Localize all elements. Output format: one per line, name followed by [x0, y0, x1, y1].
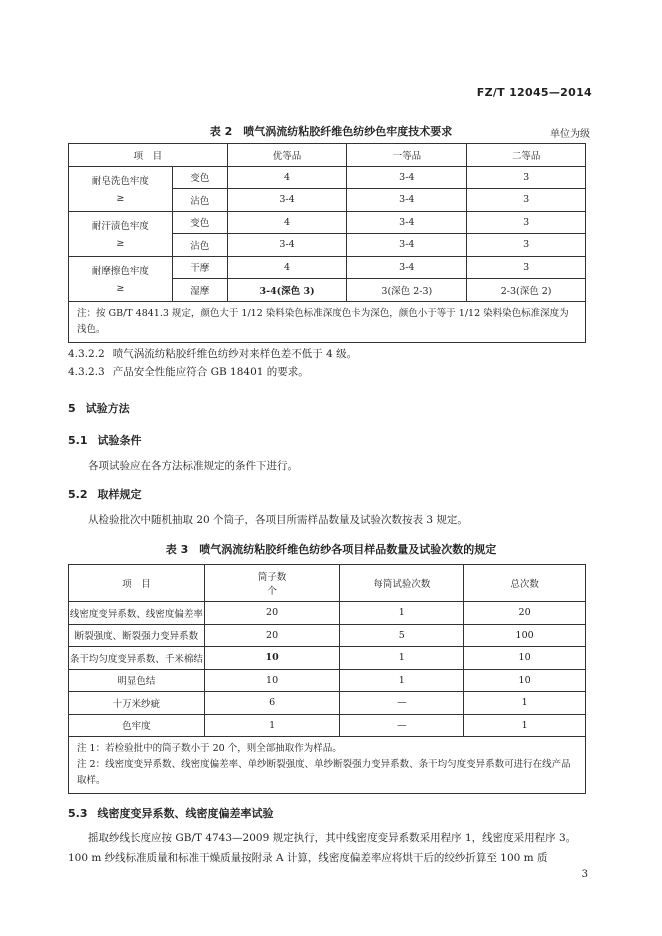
table3-caption: 表 3 喷气涡流纺粘胶纤维色纺纱各项目样品数量及试验次数的规定: [165, 543, 497, 556]
count-cell: 10: [204, 647, 340, 670]
clause-text: 喷气涡流纺粘胶纤维色纺纱对来样色差不低于 4 级。: [112, 348, 358, 360]
sub-item: 沾色: [172, 234, 227, 257]
value-cell: 3: [467, 189, 586, 212]
table-row: [69, 211, 586, 234]
per-cell: 1: [340, 602, 464, 625]
per-cell: —: [340, 714, 464, 737]
total-cell: 1: [464, 692, 586, 715]
item-cell: 色牢度: [69, 714, 205, 737]
value-cell: 3-4: [347, 189, 467, 212]
group-name: 耐皂洗色牢度: [91, 176, 149, 187]
value-cell: 2-3(深色 2): [467, 279, 586, 302]
table3-note1: 注 1：若检验批中的筒子数小于 20 个，则全部抽取作为样品。: [77, 743, 342, 754]
total-cell: 10: [464, 647, 586, 670]
per-cell: 1: [340, 647, 464, 670]
clause-number: 4.3.2.3: [68, 366, 105, 378]
table3-col-count: [204, 565, 340, 602]
standard-number: FZ/T 12045—2014: [476, 86, 592, 99]
section-number: 5.3: [68, 807, 88, 820]
item-cell: 明显色结: [69, 669, 205, 692]
table3-col-total: 总次数: [464, 565, 586, 602]
table-row: [69, 647, 586, 670]
total-cell: 100: [464, 624, 586, 647]
col-count-line1: 筒子数: [257, 572, 287, 583]
count-cell: 20: [204, 624, 340, 647]
section-5-1-text: 各项试验应在各方法标准规定的条件下进行。: [88, 460, 298, 472]
table3-col-per: 每筒试验次数: [340, 565, 464, 602]
value-cell: 3-4: [347, 211, 467, 234]
section-title: 取样规定: [97, 488, 142, 501]
item-cell: 十万米纱疵: [69, 692, 205, 715]
section-title: 线密度变异系数、线密度偏差率试验: [97, 807, 274, 820]
section-title: 试验条件: [97, 434, 142, 447]
ge-symbol: ≥: [116, 193, 125, 204]
item-cell: 断裂强度、断裂强力变异系数: [69, 624, 205, 647]
section-5-3-text: 摇取纱线长度应按 GB/T 4743—2009 规定执行，其中线密度变异系数采用程序 1，线密度采用程序 3。100 m 纱线标准质量和标准干燥质量按附录 A 计算，线密度偏差率应将烘干后的绞纱折算至 100 m 质: [68, 832, 577, 864]
table2-unit: 单位为级: [550, 129, 590, 140]
value-cell: 4: [227, 166, 347, 189]
section-5-2-text: 从检验批次中随机抽取 20 个筒子，各项目所需样品数量及试验次数按表 3 规定。: [88, 514, 468, 526]
table3-header-row: [69, 565, 586, 602]
table2-col-item: 项 目: [69, 144, 228, 167]
table3: [68, 564, 586, 794]
count-cell: 1: [204, 714, 340, 737]
value-cell: 3: [467, 256, 586, 279]
group-name-cell: [69, 211, 173, 256]
group-name-cell: [69, 256, 173, 301]
table-row: [69, 256, 586, 279]
sub-item: 沾色: [172, 189, 227, 212]
table-row: [69, 166, 586, 189]
group-name: 耐汗渍色牢度: [91, 221, 149, 232]
table2-note-row: [69, 301, 586, 342]
count-cell: 20: [204, 602, 340, 625]
value-cell: 4: [227, 211, 347, 234]
section-title: 试验方法: [85, 402, 130, 415]
ge-symbol: ≥: [116, 238, 125, 249]
sub-item: 变色: [172, 211, 227, 234]
section-5-1-heading: [68, 432, 142, 448]
section-number: 5.2: [68, 488, 88, 501]
sub-item: 湿摩: [172, 279, 227, 302]
value-cell: 3-4: [227, 189, 347, 212]
value-cell: 3: [467, 211, 586, 234]
page-number: 3: [581, 869, 588, 880]
value-cell: 3-4(深色 3): [227, 279, 347, 302]
table3-notes: [69, 737, 586, 794]
table-row: [69, 692, 586, 715]
table-row: [69, 669, 586, 692]
table3-note-row: [69, 737, 586, 794]
group-name-cell: [69, 166, 173, 211]
section-5-2-heading: [68, 486, 142, 502]
item-cell: 条干均匀度变异系数、千米棉结: [69, 647, 205, 670]
table-row: [69, 714, 586, 737]
section-number: 5: [68, 402, 76, 415]
count-cell: 6: [204, 692, 340, 715]
value-cell: 3: [467, 166, 586, 189]
item-cell: 线密度变异系数、线密度偏差率: [69, 602, 205, 625]
value-cell: 3-4: [347, 166, 467, 189]
clause-number: 4.3.2.2: [68, 348, 105, 360]
ge-symbol: ≥: [116, 283, 125, 294]
clause-4-3-2-2: [68, 346, 357, 362]
table2-note: 注：按 GB/T 4841.3 规定，颜色大于 1/12 染料染色标准深度色卡为深色，颜色小于等于 1/12 染料染色标准深度为浅色。: [69, 301, 586, 342]
table3-col-item: 项 目: [69, 565, 205, 602]
table-row: [69, 602, 586, 625]
value-cell: 4: [227, 256, 347, 279]
table2-col-grade1: 优等品: [227, 144, 347, 167]
table2-col-grade2: 一等品: [347, 144, 467, 167]
table2-header-row: [69, 144, 586, 167]
table2: [68, 143, 586, 343]
total-cell: 20: [464, 602, 586, 625]
per-cell: —: [340, 692, 464, 715]
section-number: 5.1: [68, 434, 88, 447]
group-name: 耐摩擦色牢度: [91, 266, 149, 277]
value-cell: 3(深色 2-3): [347, 279, 467, 302]
value-cell: 3: [467, 234, 586, 257]
total-cell: 1: [464, 714, 586, 737]
table3-note2: 注 2：线密度变异系数、线密度偏差率、单纱断裂强度、单纱断裂强力变异系数、条干均匀度变异系数可进行在线产品取样。: [77, 759, 571, 786]
table-row: [69, 624, 586, 647]
value-cell: 3-4: [227, 234, 347, 257]
value-cell: 3-4: [347, 234, 467, 257]
total-cell: 10: [464, 669, 586, 692]
clause-text: 产品安全性能应符合 GB 18401 的要求。: [112, 366, 309, 378]
section-5-heading: [68, 400, 130, 416]
per-cell: 1: [340, 669, 464, 692]
value-cell: 3-4: [347, 256, 467, 279]
table2-col-grade3: 二等品: [467, 144, 586, 167]
clause-4-3-2-3: [68, 364, 309, 380]
per-cell: 5: [340, 624, 464, 647]
section-5-3-heading: [68, 805, 274, 821]
sub-item: 变色: [172, 166, 227, 189]
col-count-line2: 个: [267, 586, 277, 597]
table2-caption: 表 2 喷气涡流纺粘胶纤维色纺纱色牢度技术要求: [209, 125, 453, 138]
count-cell: 10: [204, 669, 340, 692]
sub-item: 干摩: [172, 256, 227, 279]
